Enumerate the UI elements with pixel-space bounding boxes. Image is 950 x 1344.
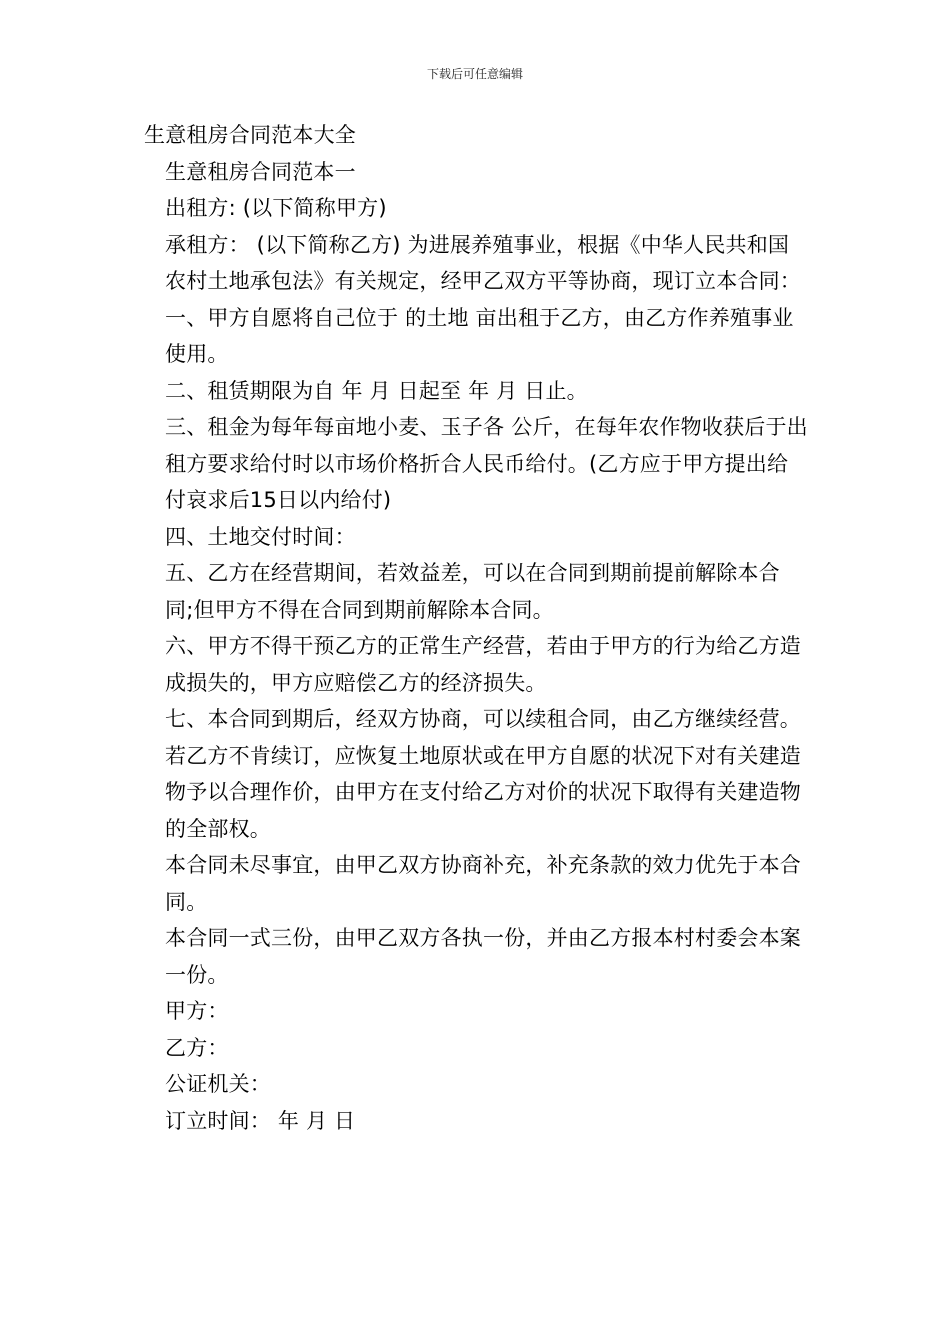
clause-3: 三、租金为每年每亩地小麦、玉子各 公斤，在每年农作物收获后于出租方要求给付时以市场价格折合人民币给付。(乙方应于甲方提出给付哀求后15日以内给付) [165,415,808,512]
document-title: 生意租房合同范本大全 [144,123,356,147]
clause-4: 四、土地交付时间： [165,524,356,549]
notary-line: 公证机关： [165,1072,271,1096]
clause-5: 五、乙方在经营期间，若效益差，可以在合同到期前提前解除本合同;但甲方不得在合同到期前解除本合同。 [165,561,780,622]
header-note: 下载后可任意编辑 [426,67,523,81]
supplement-clause: 本合同未尽事宜，由甲乙双方协商补充，补充条款的效力优先于本合同。 [165,853,801,914]
party-a-signature: 甲方： [165,999,229,1023]
copies-clause: 本合同一式三份，由甲乙双方各执一份，并由乙方报本村村委会本案一份。 [165,926,801,987]
lessee-preamble: 承租方： (以下简称乙方) 为进展养殖事业，根据《中华人民共和国农村土地承包法》有关规定，经甲乙双方平等协商，现订立本合同： [165,232,801,293]
document-body [144,117,808,1139]
document-subtitle: 生意租房合同范本一 [165,159,356,184]
clause-6: 六、甲方不得干预乙方的正常生产经营，若由于甲方的行为给乙方造成损失的，甲方应赔偿乙方的经济损失。 [165,634,801,695]
signing-date: 订立时间： 年 月 日 [165,1108,356,1133]
clause-1: 一、甲方自愿将自己位于 的土地 亩出租于乙方，由乙方作养殖事业使用。 [165,305,794,366]
lessor-line: 出租方: (以下简称甲方) [165,196,387,220]
party-b-signature: 乙方： [165,1035,229,1060]
clause-7: 七、本合同到期后，经双方协商，可以续租合同，由乙方继续经营。若乙方不肯续订，应恢复土地原状或在甲方自愿的状况下对有关建造物予以合理作价，由甲方在支付给乙方对价的状况下取得有关建造物的全部权。 [165,707,801,841]
clause-2: 二、租赁期限为自 年 月 日起至 年 月 日止。 [165,378,588,403]
